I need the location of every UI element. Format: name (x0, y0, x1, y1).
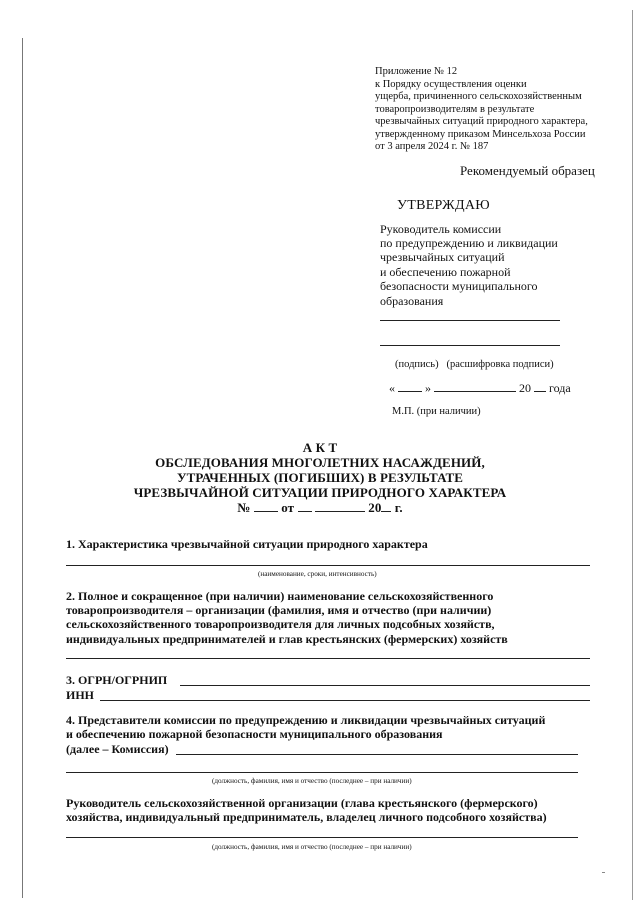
act-title-line: ЧРЕЗВЫЧАЙНОЙ СИТУАЦИИ ПРИРОДНОГО ХАРАКТЕРА (133, 485, 507, 500)
ogrn-fill-line (180, 685, 590, 686)
act-year-blank (381, 501, 391, 512)
appendix-line: утвержденному приказом Минсельхоза России (375, 129, 586, 140)
appendix-line: от 3 апреля 2024 г. № 187 (375, 141, 489, 152)
act-day-blank (298, 501, 312, 512)
act-year-suffix: г. (394, 500, 403, 515)
recommended-sample-label: Рекомендуемый образец (460, 163, 595, 178)
section5-line: хозяйства, индивидуальный предприниматель, владелец личного подсобного хозяйства) (66, 810, 547, 824)
section4-caption: (должность, фамилия, имя и отчество (последнее – при наличии) (212, 777, 412, 785)
appendix-line: к Порядку осуществления оценки (375, 79, 527, 90)
inn-fill-line (100, 700, 590, 701)
section4-fill-line-1 (176, 754, 578, 755)
date-quote-close: » (425, 381, 431, 395)
act-number-date (0, 500, 640, 515)
act-year-prefix: 20 (368, 500, 382, 515)
act-from-label: от (281, 500, 295, 515)
act-title-line: УТРАЧЕННЫХ (ПОГИБШИХ) В РЕЗУЛЬТАТЕ (177, 470, 463, 485)
approve-signature-line-2 (380, 345, 560, 346)
section2-line: 2. Полное и сокращенное (при наличии) наименование сельскохозяйственного (66, 589, 494, 603)
approve-line: образования (380, 294, 444, 308)
section4-line: 4. Представители комиссии по предупреждению и ликвидации чрезвычайных ситуаций (66, 713, 546, 727)
inn-label: ИНН (66, 688, 95, 702)
section1-caption: (наименование, сроки, интенсивность) (258, 570, 377, 578)
ogrn-label: 3. ОГРН/ОГРНИП (66, 673, 168, 687)
approve-line: безопасности муниципального (380, 279, 538, 293)
date-day-blank (398, 381, 422, 392)
section5-caption: (должность, фамилия, имя и отчество (последнее – при наличии) (212, 843, 412, 851)
approve-signature-line-1 (380, 320, 560, 321)
section2-line: товаропроизводителя – организации (фамилия, имя и отчество (при наличии) (66, 603, 492, 617)
act-month-blank (315, 501, 365, 512)
section2-line: индивидуальных предпринимателей и глав крестьянских (фермерских) хозяйств (66, 632, 508, 646)
date-year-suffix: года (549, 381, 571, 395)
appendix-line: ущерба, причиненного сельскохозяйственным (375, 91, 582, 102)
approve-title: УТВЕРЖДАЮ (397, 198, 490, 213)
date-year-prefix: 20 (519, 381, 531, 395)
section4-line: и обеспечению пожарной безопасности муниципального образования (66, 727, 443, 741)
section2-line: сельскохозяйственного товаропроизводителя для личных подсобных хозяйств, (66, 617, 495, 631)
act-title-line: ОБСЛЕДОВАНИЯ МНОГОЛЕТНИХ НАСАЖДЕНИЙ, (155, 455, 485, 470)
stamp-place-label: М.П. (при наличии) (392, 406, 481, 417)
act-title-line: А К Т (302, 440, 338, 455)
approve-line: по предупреждению и ликвидации (380, 236, 558, 250)
scan-speck (602, 872, 605, 873)
section1-heading: 1. Характеристика чрезвычайной ситуации природного характера (66, 537, 428, 551)
date-month-blank (434, 381, 516, 392)
section5-fill-line (66, 837, 578, 838)
signature-caption: (подпись) (расшифровка подписи) (395, 359, 554, 370)
section1-fill-line (66, 565, 590, 566)
section5-line: Руководитель сельскохозяйственной организации (глава крестьянского (фермерского) (66, 796, 538, 810)
act-number-blank (254, 501, 278, 512)
appendix-line: товаропроизводителям в результате (375, 104, 535, 115)
approve-line: Руководитель комиссии (380, 222, 502, 236)
appendix-line: чрезвычайных ситуаций природного характера, (375, 116, 588, 127)
approve-line: чрезвычайных ситуаций (380, 250, 505, 264)
date-quote-open: « (389, 381, 395, 395)
section4-fill-line-2 (66, 772, 578, 773)
act-number-label: № (237, 500, 251, 515)
section4-line: (далее – Комиссия) (66, 742, 169, 756)
section2-fill-line (66, 658, 590, 659)
approve-line: и обеспечению пожарной (380, 265, 511, 279)
date-year-blank (534, 381, 546, 392)
appendix-line: Приложение № 12 (375, 66, 458, 77)
approve-date (389, 381, 571, 396)
